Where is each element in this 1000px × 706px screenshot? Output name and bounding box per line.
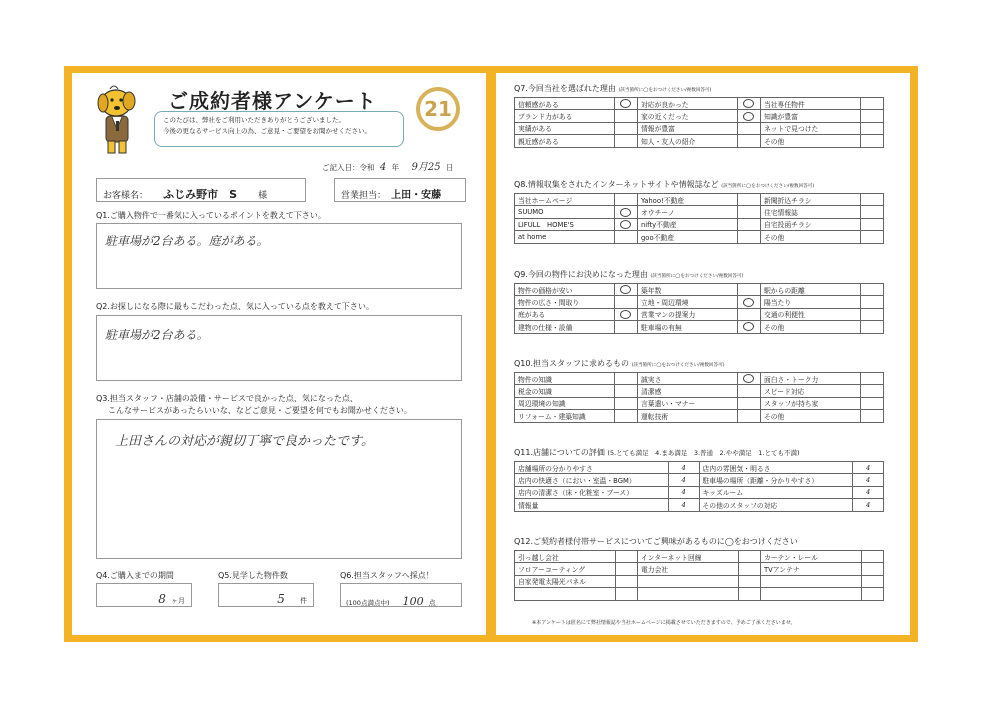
q8-check-cell[interactable]	[614, 231, 637, 243]
q6-unit: 点	[428, 599, 436, 607]
table-row	[515, 373, 884, 385]
q8-option[interactable]: その他	[760, 231, 860, 243]
q9-check-cell[interactable]	[860, 308, 883, 320]
q10-check-cell[interactable]	[737, 410, 760, 422]
circle-mark-icon	[743, 374, 754, 383]
q8-table	[514, 193, 884, 244]
q11-rating[interactable]: 4	[853, 474, 884, 486]
q9-option[interactable]: 建物の仕様・設備	[515, 321, 615, 333]
q8-check-cell[interactable]	[614, 206, 637, 218]
left-panel	[72, 73, 486, 635]
q10-option[interactable]: 清潔感	[637, 385, 737, 397]
table-row	[515, 122, 884, 134]
q9-option[interactable]: 交通の利便性	[760, 308, 860, 320]
q9-check-cell[interactable]	[737, 308, 760, 320]
circle-mark-icon	[620, 285, 631, 294]
customer-name-value: ふじみ野市 S	[163, 188, 238, 201]
q7-option[interactable]: ブランド力がある	[515, 110, 615, 122]
q8-option[interactable]: SUUMO	[515, 206, 615, 218]
q12-option[interactable]: カーテン・レール	[760, 551, 861, 563]
q8-check-cell[interactable]	[737, 218, 760, 230]
q7-check-cell[interactable]	[614, 135, 637, 147]
table-row	[515, 499, 884, 511]
sales-staff-label: 営業担当：	[341, 191, 387, 201]
q11-scale: (5.とても満足 4.まあ満足 3.普通 2.やや満足 1.とても不満)	[607, 449, 800, 457]
q10-option[interactable]: 税金の知識	[515, 385, 615, 397]
q12-check-cell[interactable]	[738, 551, 760, 563]
q9-check-cell[interactable]	[860, 296, 883, 308]
q9-check-cell[interactable]	[737, 321, 760, 333]
q7-option[interactable]: 対応が良かった	[637, 98, 737, 110]
q12-check-cell[interactable]	[615, 575, 637, 587]
q9-option[interactable]: 物件の広さ・間取り	[515, 296, 615, 308]
q6-question: Q6.担当スタッフへ採点！	[340, 571, 434, 580]
q10-option[interactable]: 運転技術	[637, 410, 737, 422]
q1-answer-box	[96, 223, 462, 289]
q6-note: (100点満点中)	[346, 599, 390, 607]
q9-option[interactable]: 駅からの距離	[760, 284, 860, 296]
q8-option[interactable]: nifty不動産	[637, 218, 737, 230]
q7-option[interactable]: 当社専任物件	[760, 98, 860, 110]
q7-option[interactable]: 知人・友人の紹介	[637, 135, 737, 147]
table-row	[515, 321, 884, 333]
q9-option[interactable]: 営業マンの提案力	[637, 308, 737, 320]
q10-option[interactable]: スタッフが持ち家	[760, 397, 860, 409]
q5-question: Q5.見学した物件数	[218, 571, 288, 580]
q7-check-cell[interactable]	[737, 135, 760, 147]
q9-check-cell[interactable]	[860, 284, 883, 296]
q8-option[interactable]: 自宅投函チラシ	[760, 218, 860, 230]
q7-check-cell[interactable]	[860, 122, 883, 134]
q9-option[interactable]: 庭がある	[515, 308, 615, 320]
table-row	[515, 588, 884, 600]
q7-option[interactable]: ネットで見つけた	[760, 122, 860, 134]
table-row	[515, 218, 884, 230]
survey-sheet	[64, 66, 918, 642]
q7-check-cell[interactable]	[860, 98, 883, 110]
q10-check-cell[interactable]	[614, 373, 637, 385]
q10-check-cell[interactable]	[860, 385, 883, 397]
q11-rating[interactable]: 4	[668, 499, 699, 511]
q12-option[interactable]: 自家発電太陽光パネル	[515, 575, 616, 587]
q1-question: Q1.ご購入物件で一番気に入っているポイントを教えて下さい。	[96, 211, 326, 220]
date-year: 4	[379, 162, 387, 173]
q7-note: (該当箇所に◯をおつけください/複数回答可)	[618, 88, 712, 93]
right-panel	[496, 73, 910, 635]
q9-option[interactable]: 立地・周辺環境	[637, 296, 737, 308]
q8-title-text: Q8.情報収集をされたインターネットサイトや情報誌など	[514, 180, 719, 189]
q8-check-cell[interactable]	[860, 231, 883, 243]
q8-check-cell[interactable]	[860, 206, 883, 218]
circle-mark-icon	[620, 220, 631, 229]
q4-unit: ヶ月	[171, 597, 185, 605]
q8-option[interactable]: Yahoo!不動産	[637, 194, 737, 206]
q9-note: (該当箇所に◯をおつけください/複数回答可)	[650, 274, 744, 279]
q8-check-cell[interactable]	[860, 194, 883, 206]
q9-check-cell[interactable]	[614, 321, 637, 333]
q9-check-cell[interactable]	[860, 321, 883, 333]
q10-table	[514, 372, 884, 423]
q7-option[interactable]: 信頼感がある	[515, 98, 615, 110]
q12-option[interactable]	[637, 575, 738, 587]
q12-check-cell[interactable]	[738, 575, 760, 587]
q2-answer: 駐車場が2台ある。	[105, 328, 209, 342]
q11-rating[interactable]: 4	[853, 486, 884, 498]
q5-unit: 件	[300, 597, 307, 605]
q7-check-cell[interactable]	[614, 122, 637, 134]
q8-option[interactable]: LIFULL HOME'S	[515, 218, 615, 230]
q10-check-cell[interactable]	[614, 385, 637, 397]
q12-table	[514, 550, 884, 601]
q5-value: 5	[277, 592, 285, 606]
greeting-line-2: 今後の更なるサービス向上の為、ご意見・ご要望をお聞かせください。	[163, 127, 371, 135]
circle-mark-icon	[620, 310, 631, 319]
q11-item: 店内の清潔さ（床・化粧室・ブース）	[515, 486, 669, 498]
q10-option[interactable]: 言葉遣い・マナー	[637, 397, 737, 409]
circle-mark-icon	[620, 208, 631, 217]
century21-logo	[416, 87, 460, 131]
q11-item: 店内の雰囲気・明るさ	[699, 462, 853, 474]
q10-option[interactable]: 物件の知識	[515, 373, 615, 385]
q8-option[interactable]: 当社ホームページ	[515, 194, 615, 206]
q10-option[interactable]: 誠実さ	[637, 373, 737, 385]
q12-option[interactable]	[760, 575, 861, 587]
date-line	[322, 158, 454, 173]
q10-check-cell[interactable]	[737, 373, 760, 385]
q3-question-line-1: Q3.担当スタッフ・店舗の設備・サービスで良かった点、気になった点、	[96, 394, 358, 403]
q3-answer: 上田さんの対応が親切丁寧で良かったです。	[115, 434, 374, 449]
table-row	[515, 397, 884, 409]
table-row	[515, 98, 884, 110]
footer-note: ※本アンケートは匿名にて弊社情報誌や当社ホームページに掲載させていただきますので、予めご了承くださいませ。	[532, 620, 796, 626]
circle-mark-icon	[743, 298, 754, 307]
q9-table	[514, 283, 884, 334]
q7-option[interactable]: その他	[760, 135, 860, 147]
q1-answer: 駐車場が2台ある。庭がある。	[105, 234, 269, 248]
circle-mark-icon	[743, 112, 754, 121]
q11-item: 駐車場の場所（距離・分かりやすさ）	[699, 474, 853, 486]
q10-option[interactable]: 周辺環境の知識	[515, 397, 615, 409]
circle-mark-icon	[620, 99, 631, 108]
q12-empty-cell[interactable]	[637, 588, 738, 600]
q11-item: 店内の快適さ（におい・室温・BGM）	[515, 474, 669, 486]
q10-check-cell[interactable]	[737, 397, 760, 409]
q12-option[interactable]: TVアンテナ	[760, 563, 861, 575]
q12-empty-cell[interactable]	[760, 588, 861, 600]
q10-check-cell[interactable]	[614, 410, 637, 422]
q10-check-cell[interactable]	[614, 397, 637, 409]
q11-rating[interactable]: 4	[853, 499, 884, 511]
date-year-unit: 年	[391, 163, 400, 172]
q9-title-text: Q9.今回の物件にお決めになった理由	[514, 270, 648, 279]
q5-answer-box	[218, 583, 314, 607]
table-row	[515, 385, 884, 397]
q10-check-cell[interactable]	[860, 397, 883, 409]
q7-check-cell[interactable]	[860, 110, 883, 122]
q8-option[interactable]: 住宅情報誌	[760, 206, 860, 218]
q7-check-cell[interactable]	[860, 135, 883, 147]
q12-check-cell[interactable]	[861, 551, 883, 563]
page-title: ご成約者様アンケート	[168, 89, 377, 113]
q8-option[interactable]: 新聞折込チラシ	[760, 194, 860, 206]
q7-check-cell[interactable]	[737, 122, 760, 134]
q12-check-cell[interactable]	[738, 588, 760, 600]
q11-title-text: Q11.店舗についての評価	[514, 448, 605, 457]
q2-answer-box	[96, 315, 462, 381]
q7-option[interactable]: 親近感がある	[515, 135, 615, 147]
customer-name-suffix: 様	[258, 191, 268, 201]
q8-option[interactable]: goo不動産	[637, 231, 737, 243]
q8-check-cell[interactable]	[737, 206, 760, 218]
q8-check-cell[interactable]	[614, 218, 637, 230]
q7-check-cell[interactable]	[737, 98, 760, 110]
q11-item: その他のスタッフの対応	[699, 499, 853, 511]
q12-option[interactable]: 電力会社	[637, 563, 738, 575]
q4-answer-box	[96, 583, 192, 607]
q10-option[interactable]: 面白さ・トーク力	[760, 373, 860, 385]
q7-title-text: Q7.今回当社を選ばれた理由	[514, 84, 616, 93]
q11-item: 店舗場所の分かりやすさ	[515, 462, 669, 474]
q9-option[interactable]: 築年数	[637, 284, 737, 296]
q11-item: キッズルーム	[699, 486, 853, 498]
q8-title	[514, 179, 814, 190]
sales-staff-value: 上田・安藤	[391, 190, 442, 201]
q12-check-cell[interactable]	[738, 563, 760, 575]
circle-mark-icon	[743, 99, 754, 108]
table-row	[515, 563, 884, 575]
q9-check-cell[interactable]	[614, 284, 637, 296]
q12-check-cell[interactable]	[861, 563, 883, 575]
q3-answer-box	[96, 419, 462, 559]
q10-title	[514, 358, 725, 369]
q10-option[interactable]: スピード対応	[760, 385, 860, 397]
q9-option[interactable]: その他	[760, 321, 860, 333]
q7-table	[514, 97, 884, 148]
table-row	[515, 135, 884, 147]
q7-check-cell[interactable]	[614, 110, 637, 122]
q8-note: (該当箇所に◯をおつけください/複数回答可)	[721, 184, 815, 189]
circle-mark-icon	[743, 322, 754, 331]
sales-staff-box	[334, 178, 466, 202]
logo-text: 21	[424, 97, 452, 121]
q9-title	[514, 269, 743, 280]
q7-option[interactable]: 情報が豊富	[637, 122, 737, 134]
q4-value: 8	[158, 592, 166, 606]
q10-check-cell[interactable]	[737, 385, 760, 397]
q10-check-cell[interactable]	[860, 373, 883, 385]
q9-option[interactable]: 陽当たり	[760, 296, 860, 308]
q8-check-cell[interactable]	[737, 194, 760, 206]
q9-option[interactable]: 物件の価格が安い	[515, 284, 615, 296]
q7-title	[514, 83, 711, 94]
dog-mascot-icon	[92, 81, 144, 157]
q8-check-cell[interactable]	[860, 218, 883, 230]
greeting-line-1: このたびは、弊社をご利用いただきありがとうございました。	[163, 116, 345, 124]
q9-check-cell[interactable]	[737, 296, 760, 308]
q10-option[interactable]: その他	[760, 410, 860, 422]
q11-title	[514, 447, 800, 458]
table-row	[515, 575, 884, 587]
table-row	[515, 474, 884, 486]
q7-option[interactable]: 知識が豊富	[760, 110, 860, 122]
date-prefix: ご記入日：令和	[322, 163, 375, 172]
q12-check-cell[interactable]	[861, 588, 883, 600]
q10-note: (該当箇所に◯をおつけください/複数回答可)	[631, 363, 725, 368]
q10-option[interactable]: リフォーム・建築知識	[515, 410, 615, 422]
table-row	[515, 551, 884, 563]
q7-check-cell[interactable]	[737, 110, 760, 122]
q12-empty-cell[interactable]	[515, 588, 616, 600]
q12-option[interactable]: フロアーコーティング	[515, 563, 616, 575]
table-row	[515, 206, 884, 218]
q3-question-line-2: こんなサービスがあったらいいな、などご意見・ご要望を何でもお聞かせください。	[108, 406, 412, 415]
table-row	[515, 110, 884, 122]
table-row	[515, 462, 884, 474]
q9-option[interactable]: 駐車場の有無	[637, 321, 737, 333]
q12-check-cell[interactable]	[615, 551, 637, 563]
customer-name-box	[96, 178, 306, 202]
q7-option[interactable]: 家の近くだった	[637, 110, 737, 122]
q4-question: Q4.ご購入までの期間	[96, 571, 174, 580]
q11-rating[interactable]: 4	[668, 486, 699, 498]
q11-table	[514, 461, 884, 512]
table-row	[515, 296, 884, 308]
q6-value: 100	[402, 595, 424, 608]
table-row	[515, 284, 884, 296]
q11-rating[interactable]: 4	[668, 462, 699, 474]
greeting-bubble	[154, 111, 404, 147]
table-row	[515, 194, 884, 206]
q8-check-cell[interactable]	[737, 231, 760, 243]
q6-answer-box	[340, 583, 462, 607]
q12-check-cell[interactable]	[861, 575, 883, 587]
q12-check-cell[interactable]	[615, 588, 637, 600]
q11-item: 情報量	[515, 499, 669, 511]
q10-check-cell[interactable]	[860, 410, 883, 422]
q8-check-cell[interactable]	[614, 194, 637, 206]
table-row	[515, 486, 884, 498]
q12-check-cell[interactable]	[615, 563, 637, 575]
q2-question: Q2.お探しになる際に最もこだわった点、気に入っている点を教えて下さい。	[96, 302, 374, 311]
q12-option[interactable]: 引っ越し会社	[515, 551, 616, 563]
q9-check-cell[interactable]	[737, 284, 760, 296]
table-row	[515, 308, 884, 320]
table-row	[515, 410, 884, 422]
table-row	[515, 231, 884, 243]
date-monthday: 9月25	[411, 162, 441, 173]
q9-check-cell[interactable]	[614, 296, 637, 308]
q8-option[interactable]: オウチーノ	[637, 206, 737, 218]
customer-name-label: お客様名：	[103, 191, 149, 201]
q12-title: Q12.ご契約者様付帯サービスについてご興味があるものに◯をおつけください	[514, 537, 798, 546]
q7-check-cell[interactable]	[614, 98, 637, 110]
q11-rating[interactable]: 4	[853, 462, 884, 474]
q7-option[interactable]: 実績がある	[515, 122, 615, 134]
q10-title-text: Q10.担当スタッフに求めるもの	[514, 359, 630, 368]
q12-option[interactable]: インターネット回線	[637, 551, 738, 563]
date-day-unit: 日	[446, 163, 454, 172]
q9-check-cell[interactable]	[614, 308, 637, 320]
q8-option[interactable]: at home	[515, 231, 615, 243]
q11-rating[interactable]: 4	[668, 474, 699, 486]
